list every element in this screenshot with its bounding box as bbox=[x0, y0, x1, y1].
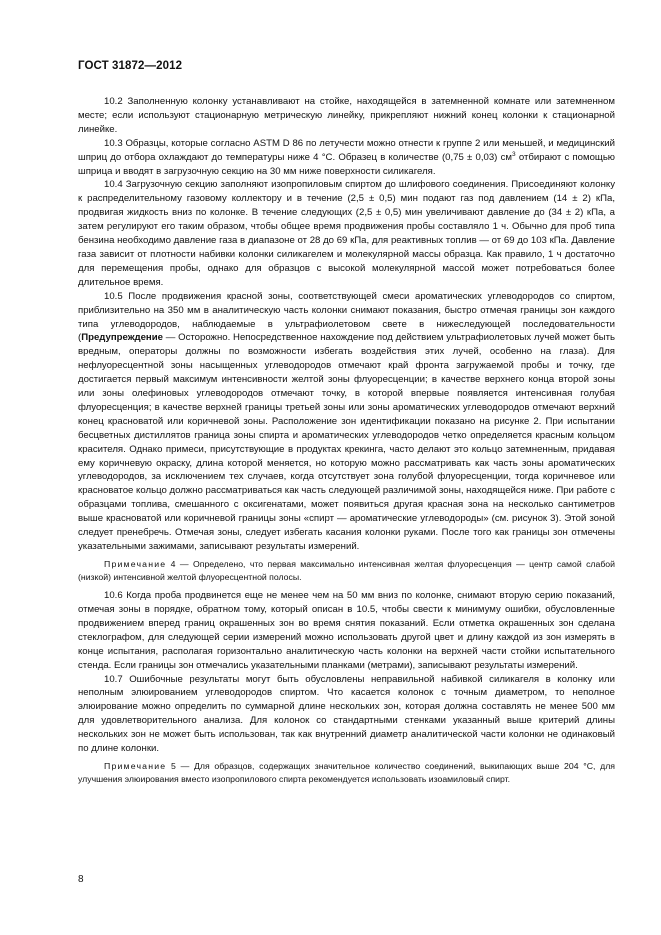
paragraph-10-4: 10.4 Загрузочную секцию заполняют изопропиловым спиртом до шлифового соединения. Присоединяют колонку к распределительному газовому коллектору и в течение (2,5 ± 0,5) мин подают газ под давлением (14 ± 2) кПа, продвигая жидкость вниз по колонке. В течение следующих (2,5 ± 0,5) мин увеличивают давление до (34 ± 2) кПа, а затем регулируют его таким образом, чтобы общее время продвижения пробы составляло 1 ч. Обычно для проб типа бензина необходимо давление газа в диапазоне от 28 до 69 кПа, для реактивных топлив — от 69 до 103 кПа. Давление газа зависит от плотности набивки колонки силикагелем и молекулярной массы образца. Как правило, 1 ч достаточно для перемещения пробы, однако для образцов с высокой молекулярной массой может потребоваться более длительное время. bbox=[78, 179, 615, 288]
note-4-label: Примечание bbox=[104, 558, 167, 569]
cubic-superscript: 3 bbox=[511, 150, 516, 158]
paragraph-10-3-text-a: 10.3 Образцы, которые согласно ASTM D 86 по летучести можно отнести к группе 2 или меньшей, и медицинский шприц до отбора охлаждают до температуры ниже 4 °С. Образец в количестве (0,75 ± 0,03) см bbox=[78, 137, 615, 163]
note-5 bbox=[78, 760, 615, 785]
paragraph-10-5-text-b: — Осторожно. Непосредственное нахождение под действием ультрафиолетовых лучей может быть вредным, операторы должны по возможности избегать воздействия этих лучей, особенно на глаза). Для нефлуоресцентной зоны насыщенных углеводородов отмечают край фронта загружаемой пробы и точку, где достигается первый максимум интенсивности желтой зоны флуоресценции; в качестве верхнего конца второй зоны или зоны олефиновых углеводородов отмечают точку, в которой впервые появляется интенсивная голубая флуоресценция; в качестве верхней границы третьей зоны или зоны ароматических углеводородов отмечают верхний конец красноватой или коричневой зоны. Расположение зон идентификации показано на рисунке 2. При испытании бесцветных дистиллятов граница зоны спирта и ароматических углеводородов четко определяется красным кольцом красителя. Однако примеси, присутствующие в продуктах крекинга, часто делают это кольцо затемненным, придавая ему коричневую окраску, длина которой меняется, но которую можно рассматривать как часть зоны ароматических углеводородов, за исключением тех случаев, когда отсутствует зона голубой флуоресценции, тогда коричневое или красноватое кольцо должно рассматриваться как часть следующей различимой зоны, находящейся ниже. При работе с образцами топлива, смешанного с оксигенатами, может появиться другая красная зона на несколько сантиметров выше красноватой или коричневой границы зоны «спирт — ароматические углеводороды» (см. рисунок 3). Этой зоной следует пренебречь. Отмечая зоны, следует избегать касания колонки руками. После того как границы зон отмечены указательными зажимами, записывают результаты измерений. bbox=[78, 332, 615, 552]
paragraph-10-6: 10.6 Когда проба продвинется еще не менее чем на 50 мм вниз по колонке, снимают вторую серию показаний, отмечая зоны в порядке, обратном тому, который описан в 10.5, чтобы свести к минимуму ошибки, обусловленные продвижением вперед границ окрашенных зон во время снятия показаний. Если отметка окрашенных зон сделана стеклографом, для следующей серии измерений можно использовать другой цвет и длину каждой из зон измерять в конце испытания, располагая горизонтально аналитическую часть колонки на верхней части стойки испытательного стенда. Если границы зон отмечались указательными планками (метрами), записывают результаты измерений. bbox=[78, 590, 615, 671]
paragraph-10-3 bbox=[78, 137, 615, 179]
paragraph-10-5 bbox=[78, 290, 615, 554]
paragraph-10-2: 10.2 Заполненную колонку устанавливают на стойке, находящейся в затемненной комнате или затемненном месте; если используют стационарную метрическую линейку, прикрепляют нижний конец колонки к стационарной линейке. bbox=[78, 96, 615, 135]
standard-header: ГОСТ 31872—2012 bbox=[78, 60, 183, 72]
note-4-text: 4 — Определено, что первая максимально интенсивная желтая флуоресценция — центр самой слабой (низкой) интенсивной желтой флуоресцентной полосы. bbox=[78, 558, 615, 582]
note-4 bbox=[78, 558, 615, 583]
paragraph-10-7: 10.7 Ошибочные результаты могут быть обусловлены неправильной набивкой силикагеля в колонку или неполным элюированием углеводородов спиртом. Что касается колонок с точным диаметром, то неполное элюирование можно определить по суммарной длине нескольких зон, которая должна составлять не менее 500 мм для удовлетворительного анализа. Для колонок со стандартными стенками указанный выше критерий длины нескольких зон не может быть использован, так как внутренний диаметр аналитической части колонки не одинаковый по длине колонки. bbox=[78, 673, 615, 755]
document-body bbox=[78, 95, 615, 791]
paragraph-10-3-text-b: отбирают с помощью шприца и вводят в загрузочную секцию на 30 мм ниже поверхности силикагеля. bbox=[78, 151, 616, 177]
warning-label: Предупреждение bbox=[81, 332, 163, 344]
note-5-label: Примечание bbox=[104, 760, 167, 771]
paragraph-10-5-text-a: 10.5 После продвижения красной зоны, соответствующей смеси ароматических углеводородов со спиртом, приблизительно на 350 мм в аналитическую часть колонки снимают показания, быстро отмечая границы зон каждого типа углеводородов, наблюдаемые в ультрафиолетовом свете в нижеследующей последовательности ( bbox=[78, 290, 615, 344]
note-5-text: 5 — Для образцов, содержащих значительное количество соединений, выкипающих выше 204 °С, для улучшения элюирования вместо изопропилового спирта рекомендуется использовать изоамиловый спирт. bbox=[78, 760, 615, 784]
page-number: 8 bbox=[78, 874, 84, 885]
